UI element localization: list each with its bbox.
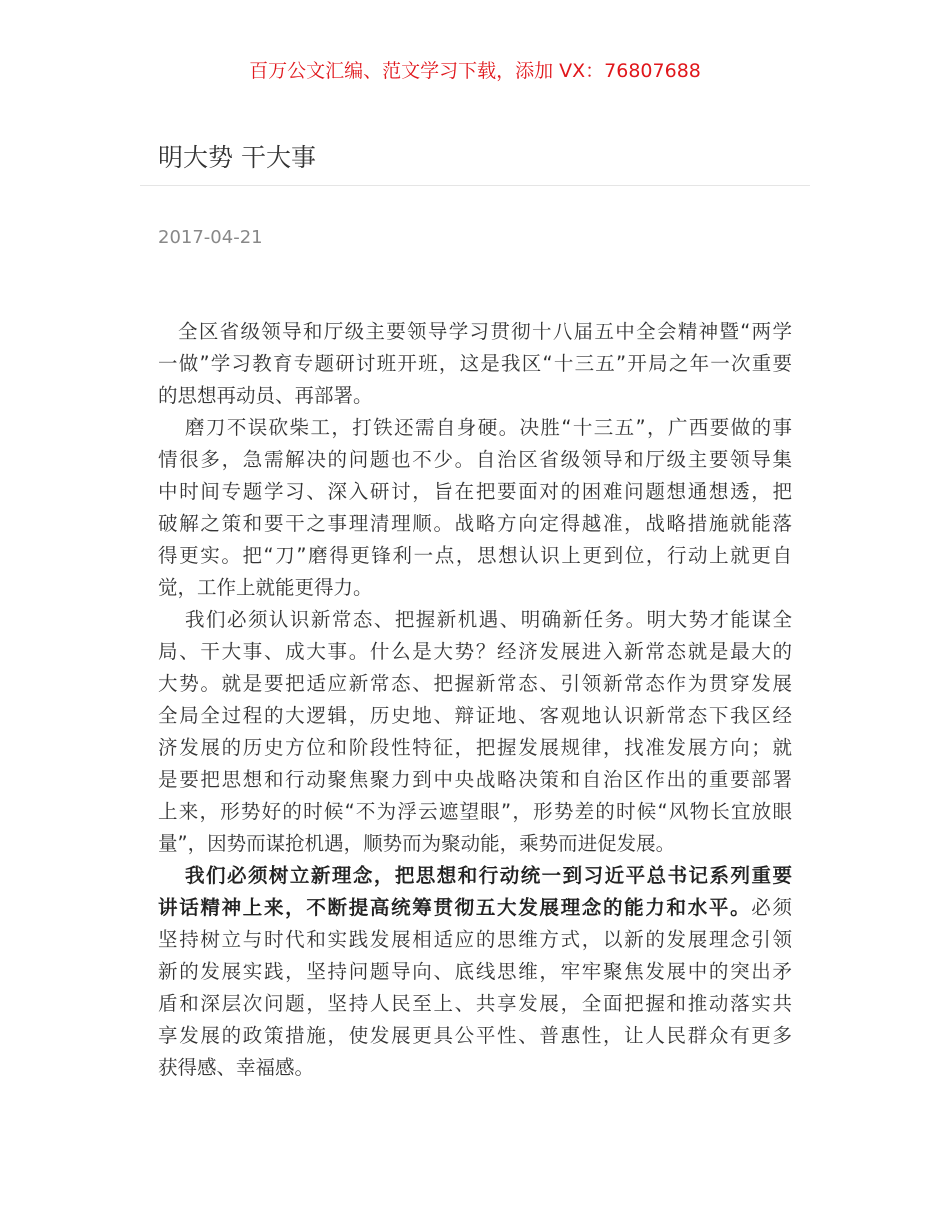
text-line: 盾和深层次问题，坚持人民至上、共享发展，全面把握和推动落实共 (158, 992, 792, 1015)
text-line: 获得感、幸福感。 (158, 1056, 315, 1079)
text-line: 全局全过程的大逻辑，历史地、辩证地、客观地认识新常态下我区经 (158, 704, 792, 727)
text-line: 全区省级领导和厅级主要领导学习贯彻十八届五中全会精神暨“两学 (178, 320, 792, 343)
article-body (158, 316, 792, 1084)
text-line: 觉，工作上就能更得力。 (158, 576, 373, 599)
paragraph-3 (158, 604, 792, 860)
text: 必须 (751, 896, 792, 919)
text-line: 我们必须认识新常态、把握新机遇、明确新任务。明大势才能谋全 (185, 608, 792, 631)
text-line: 情很多，急需解决的问题也不少。自治区省级领导和厅级主要领导集 (158, 448, 792, 471)
text-line: 济发展的历史方位和阶段性特征，把握发展规律，找准发展方向；就 (158, 736, 792, 759)
text-line: 得更实。把“刀”磨得更锋利一点，思想认识上更到位，行动上就更自 (158, 544, 792, 567)
text-line: 一做”学习教育专题研讨班开班，这是我区“十三五”开局之年一次重要 (158, 352, 792, 375)
text-line: 大势。就是要把适应新常态、把握新常态、引领新常态作为贯穿发展 (158, 672, 792, 695)
text-line: 中时间专题学习、深入研讨，旨在把要面对的困难问题想通想透，把 (158, 480, 792, 503)
text-line: 破解之策和要干之事理清理顺。战略方向定得越准，战略措施就能落 (158, 512, 792, 535)
text-line: 的思想再动员、再部署。 (158, 384, 373, 407)
bold-text: 讲话精神上来，不断提高统筹贯彻五大发展理念的能力和水平。 (158, 896, 752, 919)
text-line: 坚持树立与时代和实践发展相适应的思维方式，以新的发展理念引领 (158, 928, 792, 951)
bold-text-line: 我们必须树立新理念，把思想和行动统一到习近平总书记系列重要 (185, 864, 792, 887)
promo-banner: 百万公文汇编、范文学习下载，添加 VX：76807688 (249, 60, 701, 82)
text-line: 上来，形势好的时候“不为浮云遮望眼”，形势差的时候“风物长宜放眼 (158, 800, 792, 823)
text-line: 享发展的政策措施，使发展更具公平性、普惠性，让人民群众有更多 (158, 1024, 792, 1047)
publish-date: 2017-04-21 (158, 227, 263, 248)
paragraph-1 (158, 316, 792, 412)
title-divider (140, 185, 810, 186)
text-line: 量”，因势而谋抢机遇，顺势而为聚动能，乘势而进促发展。 (158, 832, 676, 855)
text-line (158, 892, 792, 924)
text-line: 是要把思想和行动聚焦聚力到中央战略决策和自治区作出的重要部署 (158, 768, 792, 791)
paragraph-2 (158, 412, 792, 604)
paragraph-4 (158, 860, 792, 1084)
text-line: 新的发展实践，坚持问题导向、底线思维，牢牢聚焦发展中的突出矛 (158, 960, 792, 983)
text-line: 磨刀不误砍柴工，打铁还需自身硬。决胜“十三五”，广西要做的事 (185, 416, 792, 439)
article-title: 明大势 干大事 (158, 143, 316, 172)
text-line: 局、干大事、成大事。什么是大势？经济发展进入新常态就是最大的 (158, 640, 792, 663)
